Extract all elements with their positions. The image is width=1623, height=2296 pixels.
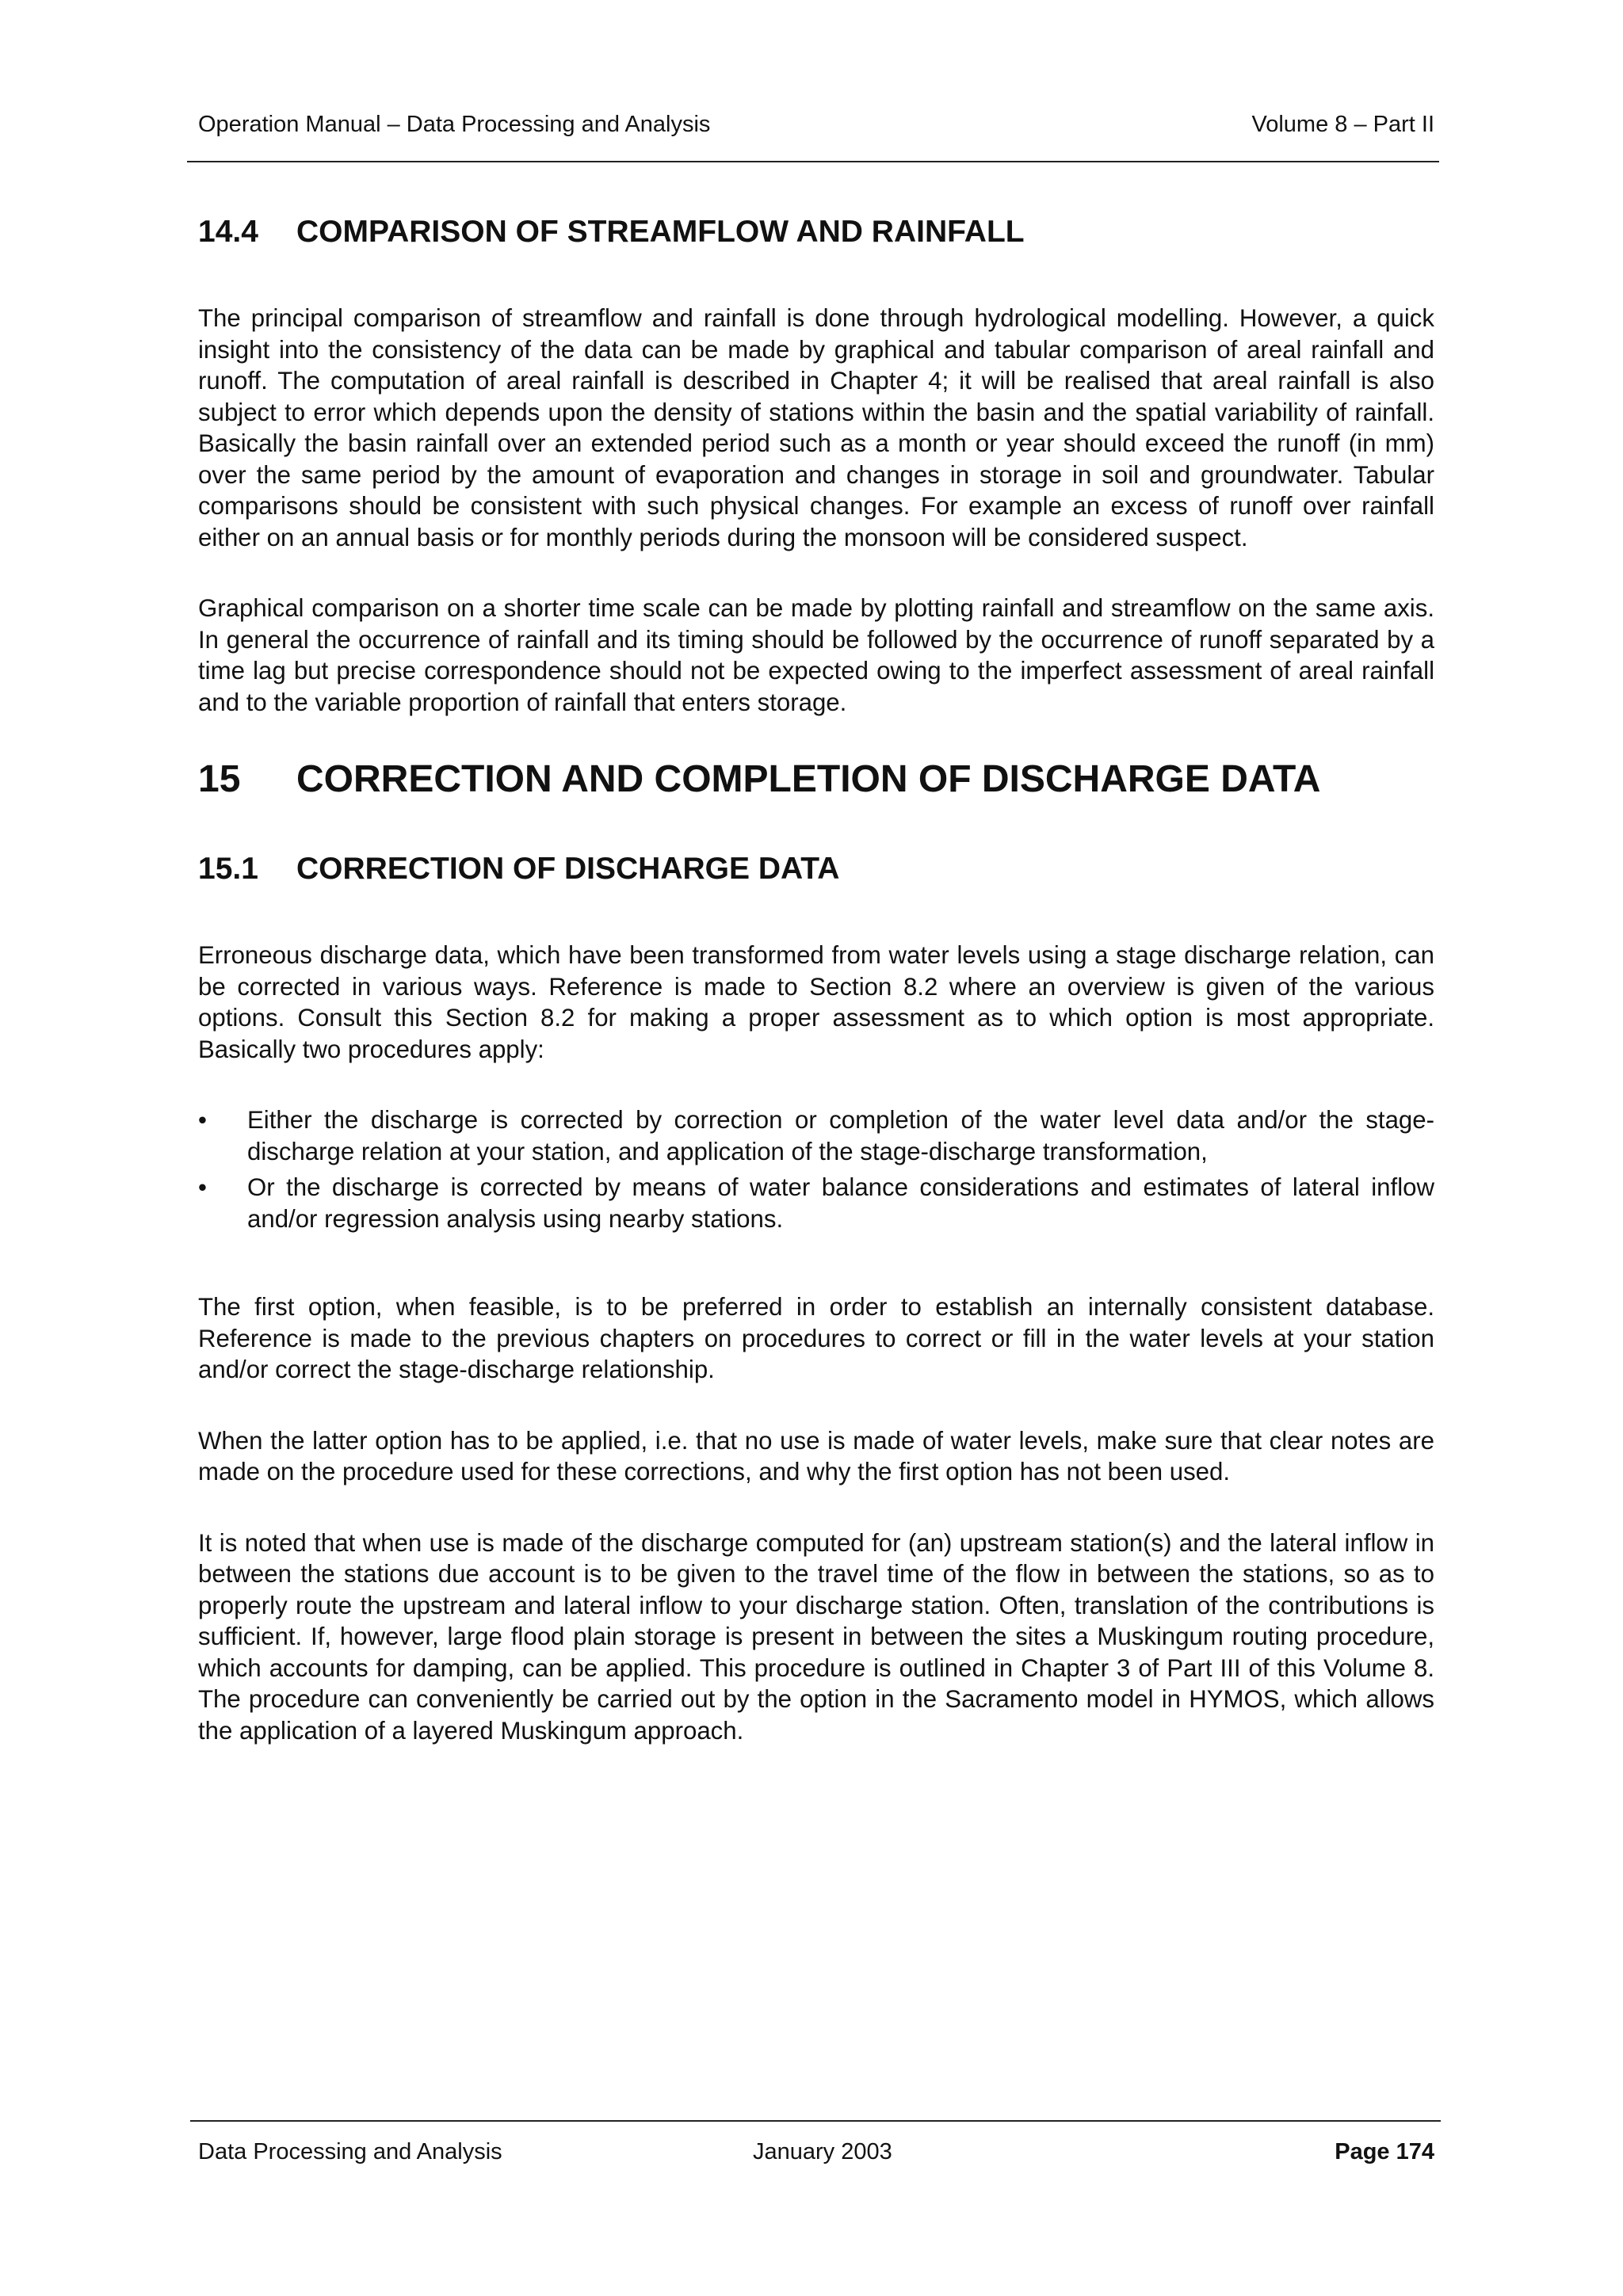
list-item	[198, 1172, 1434, 1234]
paragraph-15-1-1: The first option, when feasible, is to be preferred in order to establish an internally consistent database. Reference is made to the previous chapters on procedures to correct or fill in the water levels at your station and/or correct the stage-discharge relationship.	[198, 1293, 1434, 1383]
list-item	[198, 1104, 1434, 1167]
procedure-list	[198, 1104, 1434, 1234]
page-header	[198, 112, 1434, 143]
header-title: Operation Manual – Data Processing and Analysis	[198, 112, 711, 137]
paragraph-15-1-3: It is noted that when use is made of the discharge computed for (an) upstream station(s) and the lateral inflow in between the stations due account is to be given to the travel time of the flow in between the stations, so as to properly route the upstream and lateral inflow to your discharge station. Often, translation of the contributions is sufficient. If, however, large flood plain storage is present in between the sites a Muskingum routing procedure, which accounts for damping, can be applied. This procedure is outlined in Chapter 3 of Part III of this Volume 8. The procedure can conveniently be carried out by the option in the Sacramento model in HYMOS, which allows the application of a layered Muskingum approach.	[198, 1528, 1434, 1745]
footer-date: January 2003	[753, 2139, 892, 2164]
spacer	[198, 1277, 1434, 1291]
bullet-icon: •	[198, 1173, 207, 1201]
page-number: Page 174	[1335, 2139, 1434, 2164]
header-volume: Volume 8 – Part II	[1251, 112, 1434, 137]
heading-15-title: CORRECTION AND COMPLETION OF DISCHARGE DATA	[296, 758, 1321, 800]
paragraph-14-4-2: Graphical comparison on a shorter time scale can be made by plotting rainfall and streamflow on the same axis. In general the occurrence of rainfall and its timing should be followed by the occurrence of runoff separated by a time lag but precise correspondence should not be expected owing to the imperfect assessment of areal rainfall and to the variable proportion of rainfall that enters storage.	[198, 594, 1434, 716]
heading-15-number: 15	[198, 758, 241, 800]
heading-15	[198, 757, 1434, 802]
paragraph-15-1-intro: Erroneous discharge data, which have been transformed from water levels using a stage discharge relation, can be corrected in various ways. Reference is made to Section 8.2 where an overview is given of the various options. Consult this Section 8.2 for making a proper assessment as to which option is most appropriate. Basically two procedures apply:	[198, 941, 1434, 1063]
heading-15-1-title: CORRECTION OF DISCHARGE DATA	[296, 852, 840, 886]
header-rule	[187, 161, 1439, 162]
footer-title: Data Processing and Analysis	[198, 2139, 502, 2164]
paragraph-14-4-1: The principal comparison of streamflow and rainfall is done through hydrological modelling. However, a quick insight into the consistency of the data can be made by graphical and tabular comparison of areal rainfall and runoff. The computation of areal rainfall is described in Chapter 4; it will be realised that areal rainfall is also subject to error which depends upon the density of stations within the basin and the spatial variability of rainfall. Basically the basin rainfall over an extended period such as a month or year should exceed the runoff (in mm) over the same period by the amount of evaporation and changes in storage in soil and groundwater. Tabular comparisons should be consistent with such physical changes. For example an excess of runoff over rainfall either on an annual basis or for monthly periods during the monsoon will be considered suspect.	[198, 304, 1434, 551]
list-item-text: Either the discharge is corrected by correction or completion of the water level data and/or the stage-discharge relation at your station, and application of the stage-discharge transformation,	[247, 1106, 1434, 1165]
bullet-icon: •	[198, 1106, 207, 1134]
list-item-text: Or the discharge is corrected by means of water balance considerations and estimates of lateral inflow and/or regression analysis using nearby stations.	[247, 1173, 1434, 1233]
heading-14-4-number: 14.4	[198, 215, 258, 249]
heading-15-1	[198, 851, 1434, 887]
page-footer	[198, 2139, 1434, 2171]
paragraph-15-1-2: When the latter option has to be applied, i.e. that no use is made of water levels, make sure that clear notes are made on the procedure used for these corrections, and why the first option has not been used.	[198, 1426, 1434, 1486]
heading-15-1-number: 15.1	[198, 852, 258, 886]
heading-14-4-title: COMPARISON OF STREAMFLOW AND RAINFALL	[296, 215, 1025, 249]
page-content	[198, 214, 1434, 1786]
heading-14-4	[198, 214, 1434, 250]
footer-rule	[190, 2120, 1441, 2122]
